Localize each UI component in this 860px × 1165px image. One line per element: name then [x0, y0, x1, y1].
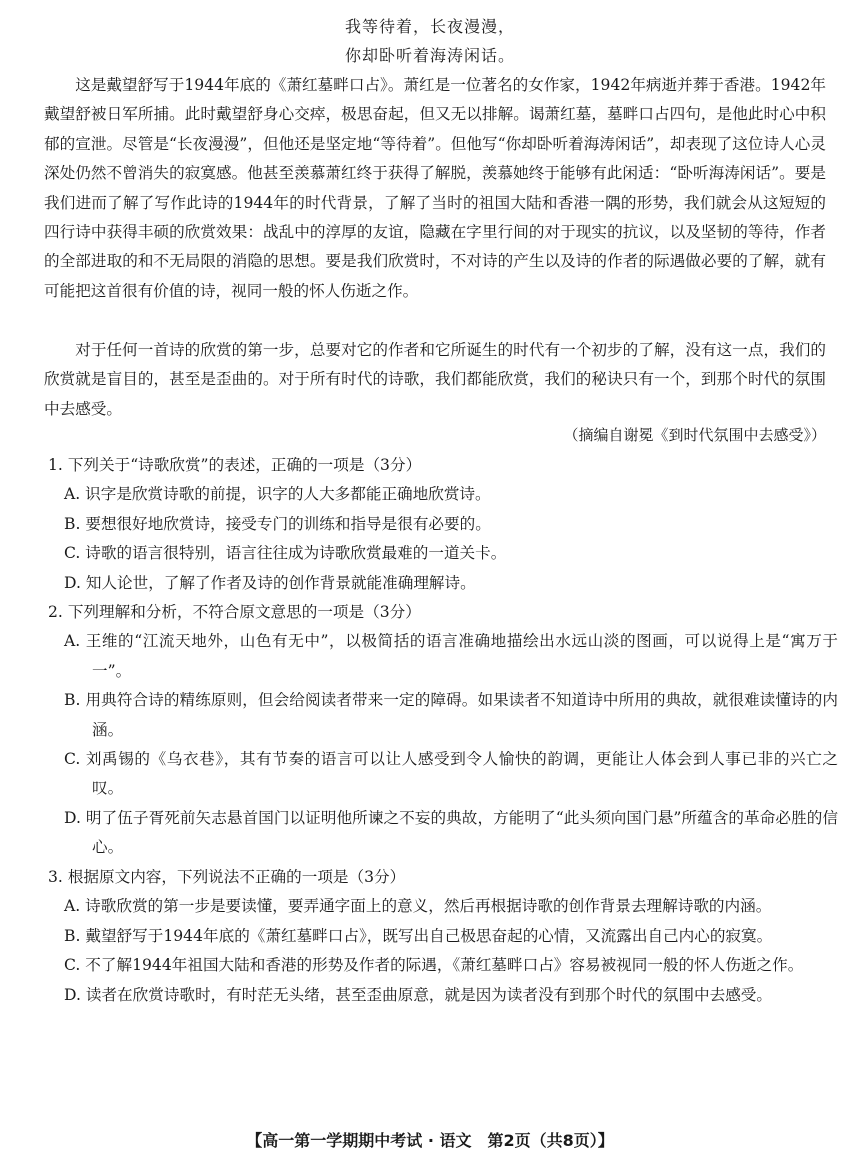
body-paragraph-1: 这是戴望舒写于1944年底的《萧红墓畔口占》。萧红是一位著名的女作家，1942年病逝并葬于香港。1942年戴望舒被日军所捕。此时戴望舒身心交瘁，极思奋起，但又无以排解。谒萧红墓，墓畔口占四句，是他此时心中积郁的宣泄。尽管是“长夜漫漫”，但他还是坚定地“等待着”。但他写“你却卧听着海涛闲话”，却表现了这位诗人心灵深处仍然不曾消失的寂寞感。他甚至羡慕萧红终于获得了解脱，羡慕她终于能够有此闲适：“卧听海涛闲话”。要是我们进而了解了写作此诗的1944年的时代背景，了解了当时的祖国大陆和香港一隅的形势，我们就会从这短短的四行诗中获得丰硕的欣赏效果：战乱中的淳厚的友谊，隐藏在字里行间的对于现实的抗议，以及坚韧的等待，作者的全部进取的和不无局限的消隐的思想。要是我们欣赏时，不对诗的产生以及诗的作者的际遇做必要的了解，就有可能把这首很有价值的诗，视同一般的怀人伤逝之作。 — [44, 76, 826, 300]
poem-line-1: 我等待着，长夜漫漫， — [344, 17, 515, 36]
source-citation: （摘编自谢冕《到时代氛围中去感受》） — [563, 426, 826, 444]
option-b: B. 用典符合诗的精练原则，但会给阅读者带来一定的障碍。如果读者不知道诗中所用的典故，就很难读懂诗的内涵。 — [64, 691, 838, 739]
option-c: C. 诗歌的语言很特别，语言往往成为诗歌欣赏最难的一道关卡。 — [64, 544, 507, 563]
option-d: D. 知人论世，了解了作者及诗的创作背景就能准确理解诗。 — [64, 573, 476, 592]
option-d: D. 明了伍子胥死前矢志悬首国门以证明他所谏之不妄的典故，方能明了“此头须向国门悬”所蕴含的革命必胜的信心。 — [64, 808, 838, 857]
question-1 — [48, 451, 838, 598]
option-a: A. 王维的“江流天地外，山色有无中”，以极简括的语言准确地描绘出水远山淡的图画，可以说得上是“寓万于一”。 — [64, 632, 838, 680]
question-2 — [48, 598, 838, 863]
page-footer: 【高一第一学期期中考试 · 语文 第2页（共8页）】 — [246, 1131, 614, 1150]
question-title: 2. 下列理解和分析，不符合原文意思的一项是（3分） — [48, 603, 421, 621]
question-3 — [48, 863, 838, 1010]
option-a: A. 诗歌欣赏的第一步是要读懂，要弄通字面上的意义，然后再根据诗歌的创作背景去理解诗歌的内涵。 — [64, 897, 772, 916]
option-d: D. 读者在欣赏诗歌时，有时茫无头绪，甚至歪曲原意，就是因为读者没有到那个时代的氛围中去感受。 — [64, 985, 772, 1004]
question-title: 3. 根据原文内容，下列说法不正确的一项是（3分） — [48, 868, 406, 886]
option-c: C. 不了解1944年祖国大陆和香港的形势及作者的际遇，《萧红墓畔口占》容易被视同一般的怀人伤逝之作。 — [64, 956, 804, 975]
option-c: C. 刘禹锡的《乌衣巷》，其有节奏的语言可以让人感受到令人愉快的韵调，更能让人体会到人事已非的兴亡之叹。 — [64, 750, 838, 798]
option-b: B. 要想很好地欣赏诗，接受专门的训练和指导是很有必要的。 — [64, 514, 491, 533]
poem-line-2: 你却卧听着海涛闲话。 — [344, 46, 515, 65]
question-title: 1. 下列关于“诗歌欣赏”的表述，正确的一项是（3分） — [48, 456, 422, 474]
option-a: A. 识字是欣赏诗歌的前提，识字的人大多都能正确地欣赏诗。 — [64, 485, 491, 504]
option-b: B. 戴望舒写于1944年底的《萧红墓畔口占》，既写出自己极思奋起的心情，又流露出自己内心的寂寞。 — [64, 926, 773, 945]
body-paragraph-2: 对于任何一首诗的欣赏的第一步，总要对它的作者和它所诞生的时代有一个初步的了解，没有这一点，我们的欣赏就是盲目的，甚至是歪曲的。对于所有时代的诗歌，我们都能欣赏，我们的秘诀只有一个，到那个时代的氛围中去感受。 — [44, 341, 826, 418]
